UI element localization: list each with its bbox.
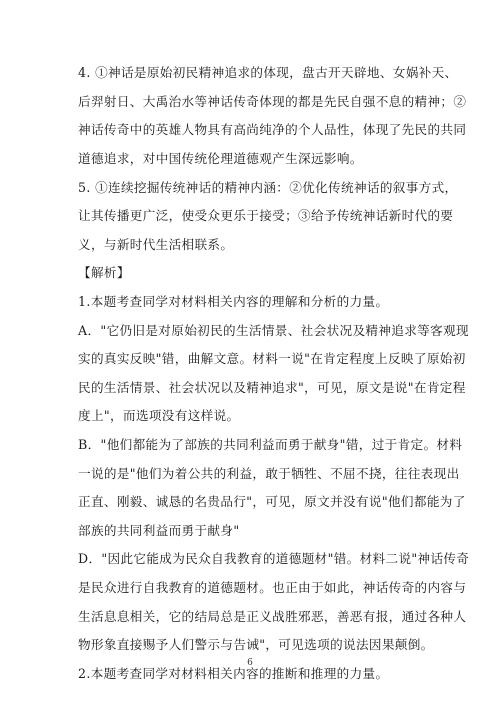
option-b-line-2: 一说的是"他们为着公共的利益，敢于牺牲、不屈不挠，往往表现出 xyxy=(78,466,460,481)
analysis-1-intro: 1.本题考查同学对材料相关内容的理解和分析的力量。 xyxy=(78,294,389,309)
analysis-2-intro: 2.本题考查同学对材料相关内容的推断和推理的力量。 xyxy=(78,666,389,681)
option-a-line-2: 实的真实反映"错，曲解文意。材料一说"在肯定程度上反映了原始初 xyxy=(78,351,466,366)
option-a-line-3: 民的生活情景、社会状况以及精神追求"，可见，原文是说"在肯定程 xyxy=(78,380,466,395)
option-d-line-2: 是民众进行自我教育的道德题材。也正由于如此，神话传奇的内容与 xyxy=(78,580,467,595)
option-b-line-1: B．"他们都能为了部族的共同利益而勇于献身"错，过于肯定。材料 xyxy=(78,437,463,452)
option-d-line-1: D．"因此它能成为民众自我教育的道德题材"错。材料二说"神话传奇 xyxy=(78,551,470,566)
option-b-line-3: 正直、刚毅、诚恳的名贵品行"，可见，原文并没有说"他们都能为了 xyxy=(78,494,466,509)
option-d-line-4: 物形象直接赐予人们警示与告诫"，可见选项的说法因果颠倒。 xyxy=(78,637,434,652)
option-a-line-1: A．"它仍旧是对原始初民的生活情景、社会状况及精神追求等客观现 xyxy=(78,323,469,338)
answer-4-line-2: 后羿射日、大禹治水等神话传奇体现的都是先民自强不息的精神；② xyxy=(78,94,467,109)
answer-5-line-2: 让其传播更广泛，使受众更乐于接受；③给予传统神话新时代的要 xyxy=(78,208,454,223)
option-b-line-4: 部族的共同利益而勇于献身" xyxy=(78,523,240,538)
page-number: 6 xyxy=(247,658,253,668)
option-a-line-4: 度上"，而选项没有这样说。 xyxy=(78,408,240,423)
analysis-heading: 【解析】 xyxy=(78,265,130,280)
answer-5-line-3: 义，与新时代生活相联系。 xyxy=(78,237,234,252)
answer-5-line-1: 5. ①连续挖掘传统神话的精神内涵：②优化传统神话的叙事方式， xyxy=(78,180,458,195)
option-d-line-3: 生活息息相关，它的结局总是正义战胜邪恶，善恶有报，通过各种人 xyxy=(78,609,467,624)
answer-4-line-1: 4. ①神话是原始初民精神追求的体现，盘古开天辟地、女娲补天、 xyxy=(78,65,458,80)
answer-4-line-4: 道德追求，对中国传统伦理道德观产生深远影响。 xyxy=(78,151,363,166)
answer-4-line-3: 神话传奇中的英雄人物具有高尚纯净的个人品性，体现了先民的共同 xyxy=(78,122,467,137)
